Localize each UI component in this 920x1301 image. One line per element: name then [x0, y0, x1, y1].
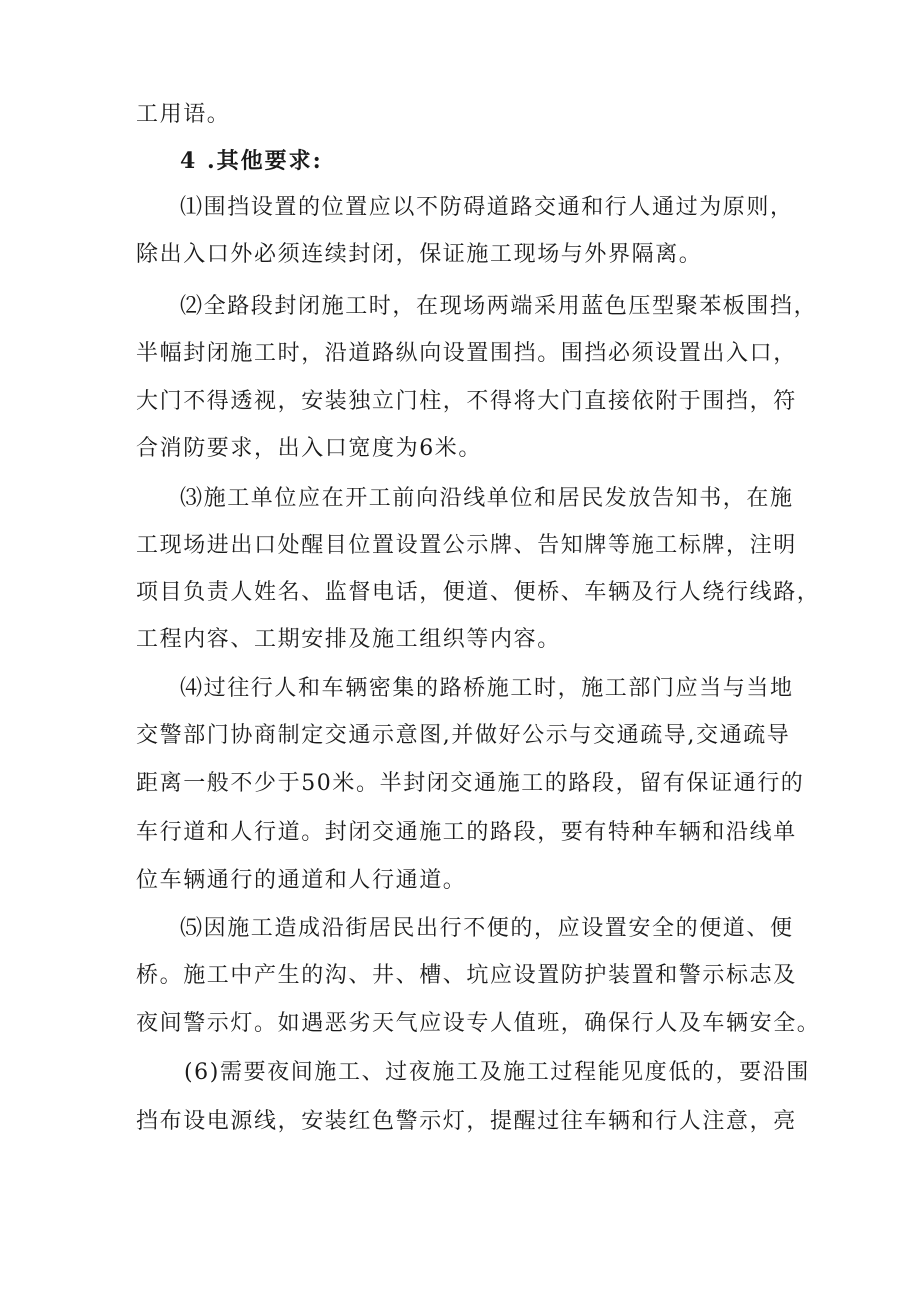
text-line: 除出入口外必须连续封闭，保证施工现场与外界隔离。 — [136, 242, 703, 267]
text-line: 工程内容、工期安排及施工组织等内容。 — [136, 627, 561, 652]
text-line: 桥。施工中产生的沟、井、槽、坑应设置防护装置和警示标志及 — [136, 963, 797, 988]
text-line: 工现场进出口处醒目位置设置公示牌、告知牌等施工标牌，注明 — [136, 533, 797, 558]
text-line: 交警部门协商制定交通示意图,并做好公示与交通疏导,交通疏导 — [136, 723, 791, 748]
text-line: 位车辆通行的通道和人行通道。 — [136, 868, 467, 893]
text-line: 距离一般不少于50米。半封闭交通施工的路段，留有保证通行的 — [136, 771, 805, 796]
text-line: ⑸因施工造成沿街居民出行不便的，应设置安全的便道、便 — [180, 916, 794, 941]
text-line: ⑴围挡设置的位置应以不防碍道路交通和行人通过为原则， — [180, 195, 794, 220]
text-line: ⑵全路段封闭施工时，在现场两端采用蓝色压型聚苯板围挡， — [180, 294, 818, 319]
text-line: 大门不得透视，安装独立门柱，不得将大门直接依附于围挡，符 — [136, 389, 797, 414]
section-heading: 4 .其他要求: — [180, 148, 323, 174]
text-line: 挡布设电源线，安装红色警示灯，提醒过往车辆和行人注意，亮 — [136, 1109, 797, 1134]
text-line: 半幅封闭施工时，沿道路纵向设置围挡。围挡必须设置出入口， — [136, 341, 797, 366]
text-line: 夜间警示灯。如遇恶劣天气应设专人值班，确保行人及车辆安全。 — [136, 1011, 821, 1036]
text-line: 车行道和人行道。封闭交通施工的路段，要有特种车辆和沿线单 — [136, 820, 797, 845]
text-line: (6)需要夜间施工、过夜施工及施工过程能见度低的，要沿围 — [184, 1060, 810, 1085]
text-line: 合消防要求，出入口宽度为6米。 — [136, 436, 482, 461]
text-line: ⑷过往行人和车辆密集的路桥施工时，施工部门应当与当地 — [180, 676, 794, 701]
text-line: 项目负责人姓名、监督电话，便道、便桥、车辆及行人绕行线路， — [136, 580, 821, 605]
text-line: 工用语。 — [136, 102, 231, 127]
text-line: ⑶施工单位应在开工前向沿线单位和居民发放告知书，在施 — [180, 486, 794, 511]
